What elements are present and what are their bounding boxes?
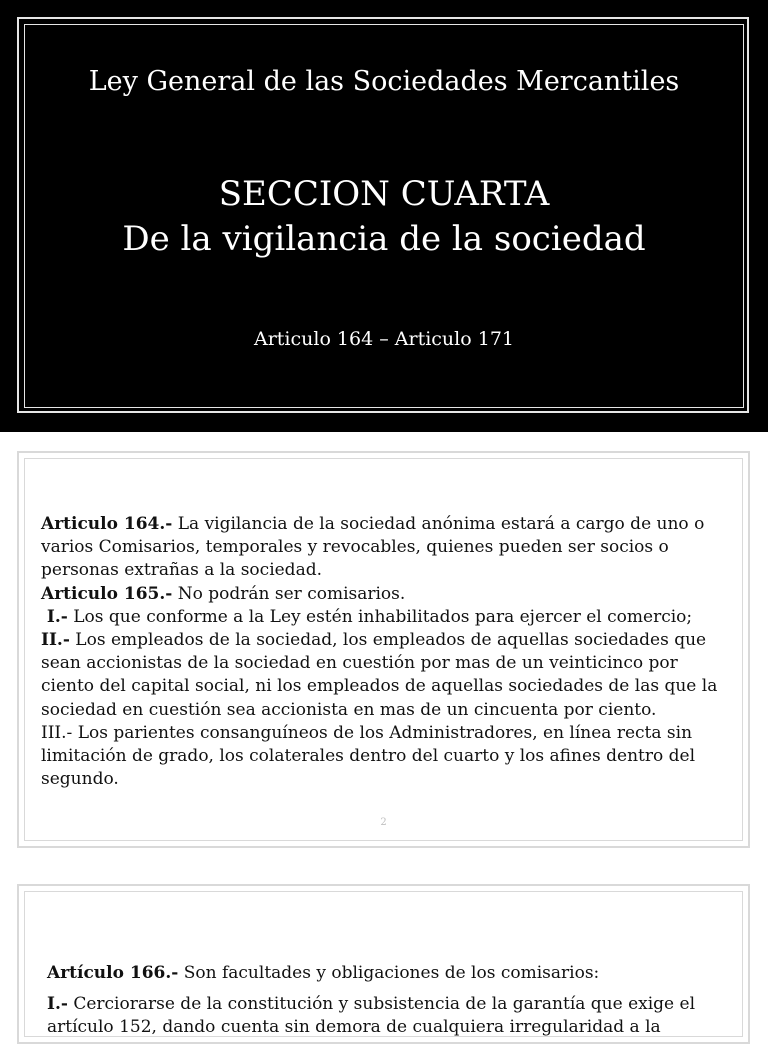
law-title: Ley General de las Sociedades Mercantiles: [88, 66, 680, 97]
section-heading: [0, 172, 768, 262]
article-166-text: Son facultades y obligaciones de los comisarios:: [178, 963, 600, 983]
article-164-label: Articulo 164.-: [41, 514, 173, 534]
article-164-text: La vigilancia de la sociedad anónima estará a cargo de uno o varios Comisarios, temporales y revocables, quienes pueden ser socios o personas extrañas a la sociedad.: [41, 514, 705, 581]
slide-2: [17, 451, 750, 848]
item-1-text: Cerciorarse de la constitución y subsistencia de la garantía que exige el artículo 152, dando cuenta sin demora de cualquiera irregularidad a la: [47, 994, 696, 1038]
item-2-text: Los empleados de la sociedad, los empleados de aquellas sociedades que sean accionistas de la sociedad en cuestión por mas de un veinticinco por ciento del capital social, ni los empleados de aquellas sociedades de las que la sociedad en cuestión sea accionista en mas de un cincuenta por ciento.: [41, 630, 718, 720]
slide-3-body: [47, 962, 737, 1040]
page-number: 2: [380, 817, 387, 828]
article-165: [41, 583, 735, 606]
slide-3: [17, 884, 750, 1044]
title-slide: [0, 0, 768, 432]
article-165-item-1: [41, 606, 735, 629]
article-165-text: No podrán ser comisarios.: [172, 583, 406, 604]
article-165-item-2: [41, 629, 735, 722]
slide-gap: [0, 432, 768, 452]
article-166-label: Artículo 166.-: [47, 963, 179, 983]
item-1-text: Los que conforme a la Ley estén inhabilitados para ejercer el comercio;: [67, 606, 693, 627]
article-164: [41, 513, 735, 583]
section-subtitle: De la vigilancia de la sociedad: [122, 219, 646, 259]
section-title: SECCION CUARTA: [218, 174, 550, 214]
item-1-label: I.-: [47, 994, 68, 1015]
item-1-label: I.-: [41, 606, 68, 627]
article-165-label: Articulo 165.-: [41, 583, 173, 604]
article-165-item-3: III.- Los parientes consanguíneos de los Administradores, en línea recta sin limitación de grado, los colaterales dentro del cuarto y los afines dentro del segundo.: [41, 722, 696, 790]
article-166: [47, 962, 737, 985]
article-range: Articulo 164 – Articulo 171: [253, 328, 514, 350]
item-2-label: II.-: [41, 630, 70, 651]
slide-2-body: [41, 513, 735, 791]
article-166-item-1: [47, 993, 737, 1039]
